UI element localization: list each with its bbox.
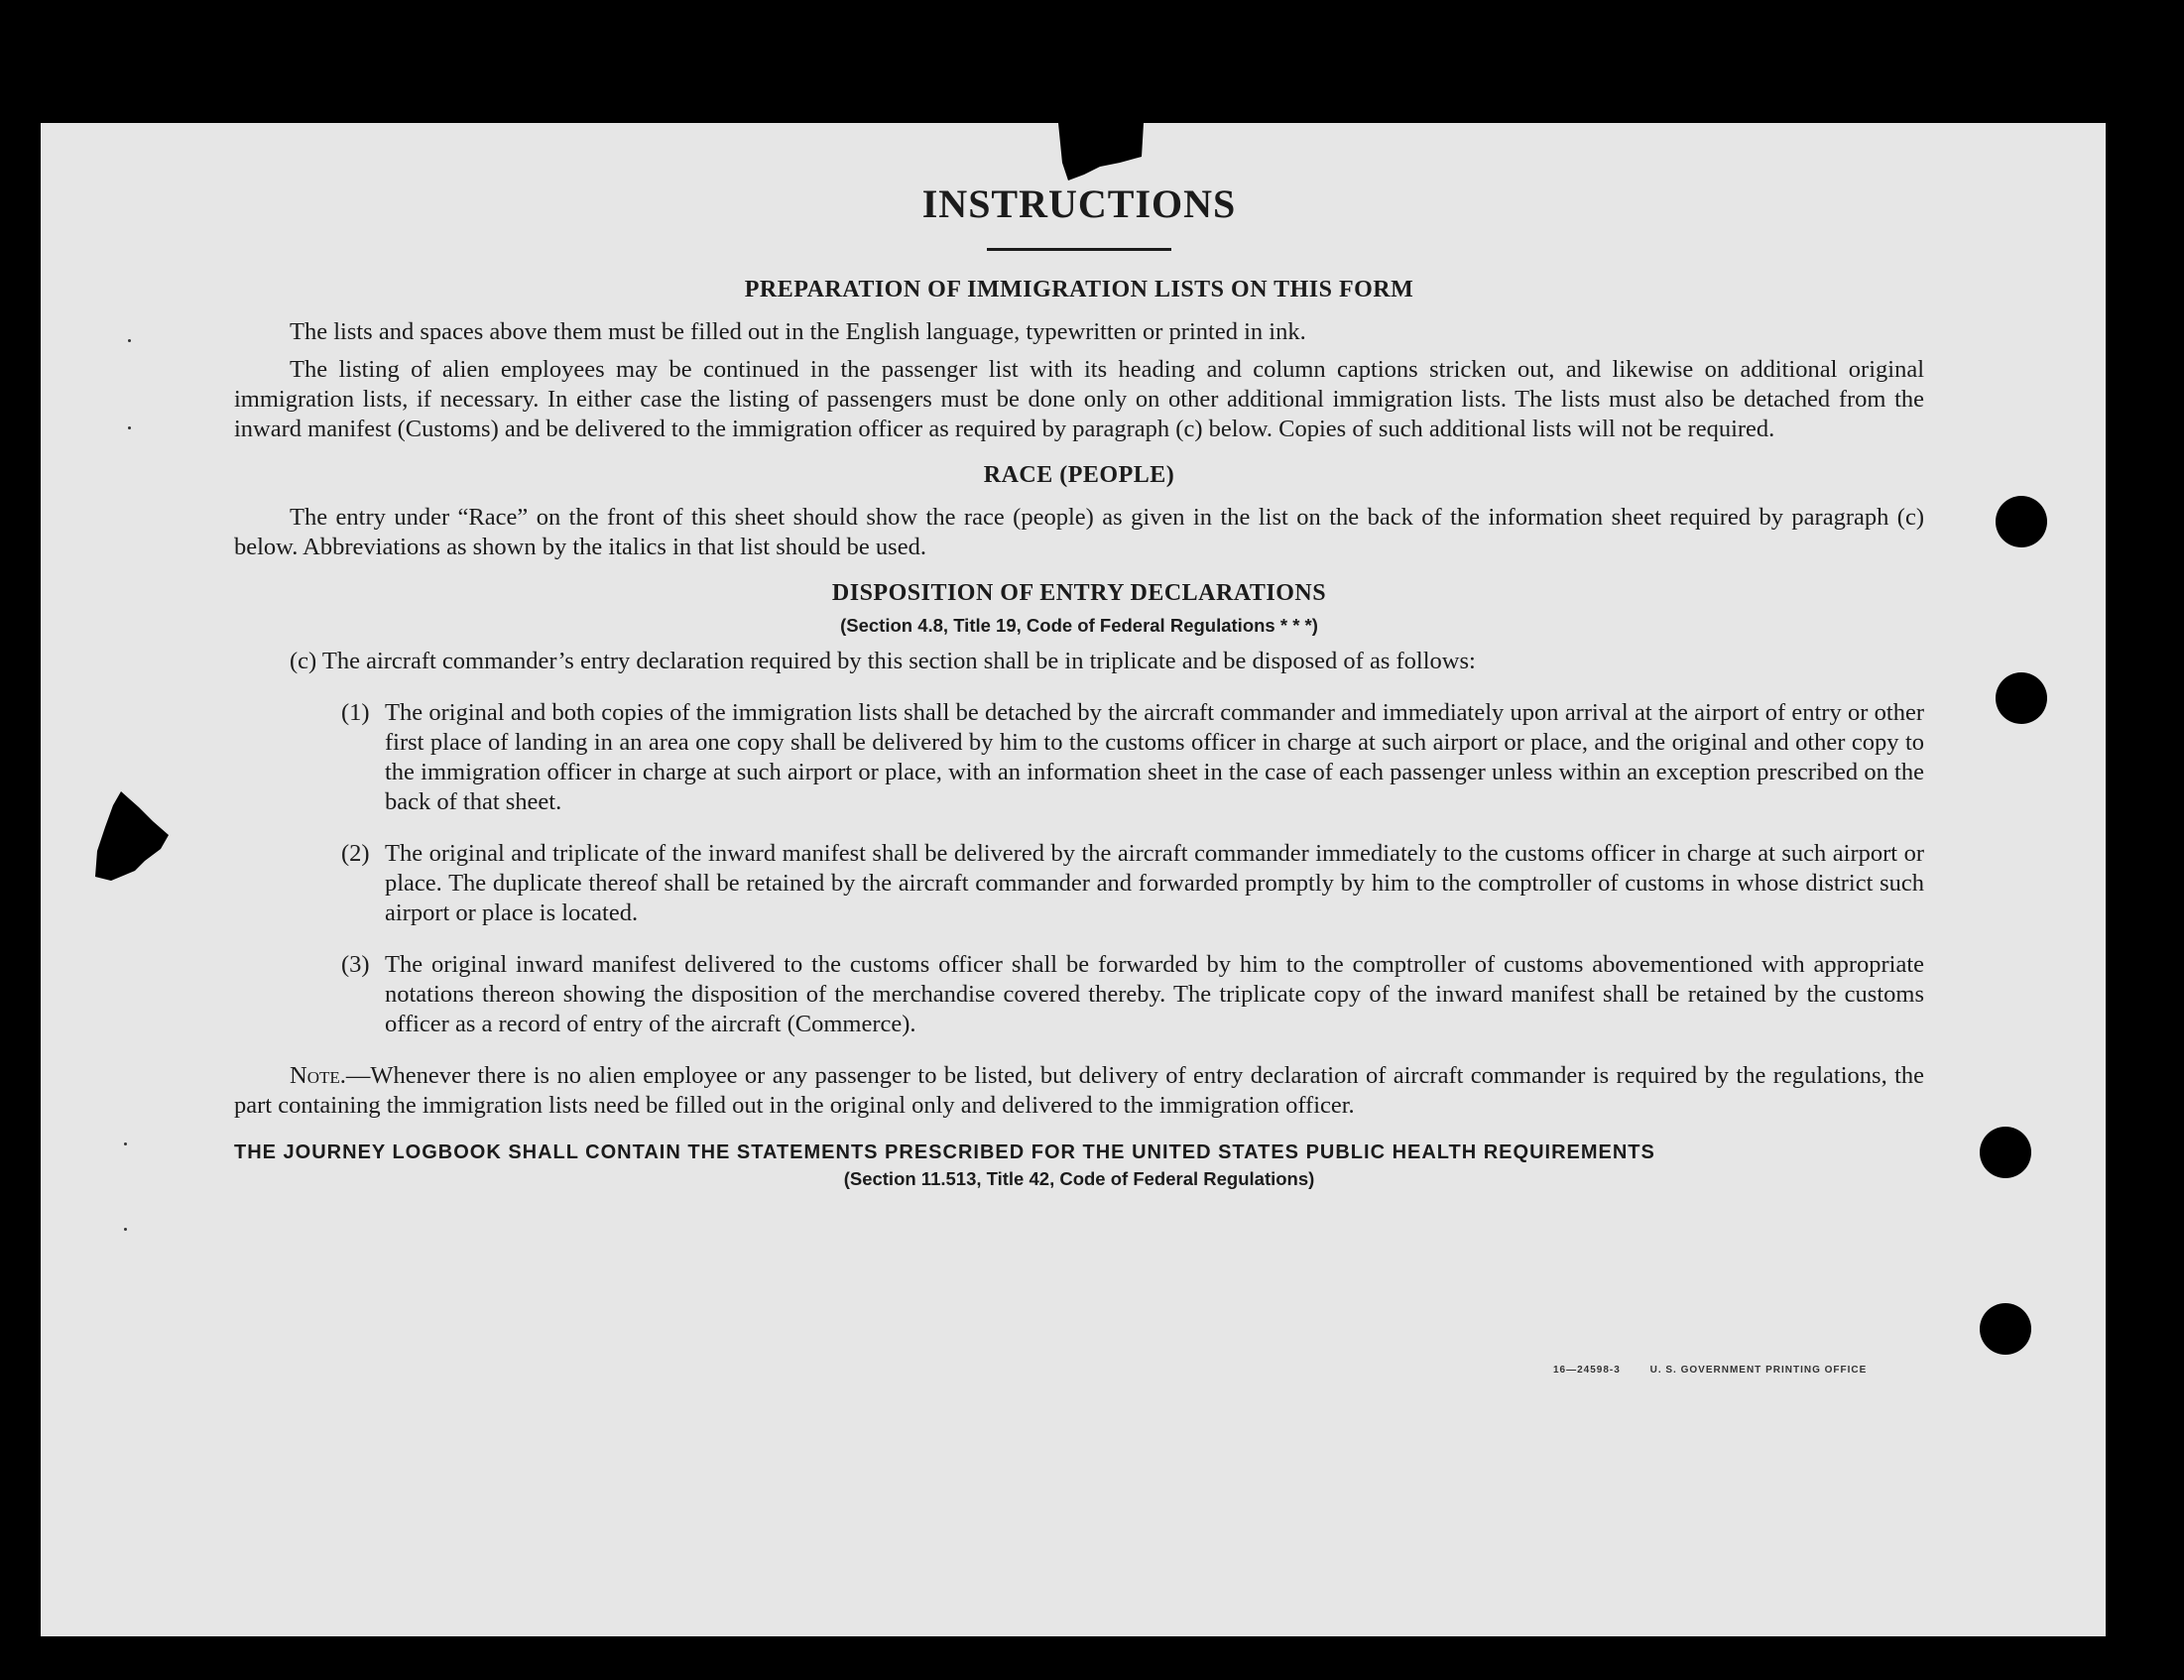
item-number: (3) — [341, 951, 370, 978]
punch-hole — [1996, 496, 2047, 547]
disposition-reference: (Section 4.8, Title 19, Code of Federal Regulations * * *) — [840, 615, 1318, 636]
torn-corner — [1054, 123, 1144, 182]
speck — [124, 1142, 127, 1145]
speck — [128, 426, 131, 429]
note-text: —Whenever there is no alien employee or any passenger to be listed, but delivery of entry declaration of aircraft commander is required by the regulations, the part containing the immigration lists need be filled out in the original only and delivered to the immigration officer. — [234, 1062, 1924, 1119]
list-item — [341, 839, 1924, 928]
preparation-paragraph-1: The lists and spaces above them must be filled out in the English language, typewritten or printed in ink. — [290, 318, 1306, 345]
list-item — [341, 950, 1924, 1039]
printer-name: U. S. GOVERNMENT PRINTING OFFICE — [1649, 1365, 1868, 1376]
note-label: Note. — [290, 1062, 346, 1089]
speck — [128, 339, 131, 342]
form-number: 16—24598-3 — [1553, 1365, 1621, 1376]
item-text: The original and both copies of the immigration lists shall be detached by the aircraft commander and immediately upon arrival at the airport of entry or other first place of landing in an area one copy shall be delivered by him to the customs officer in charge at such airport or place, and the original and other copy to the immigration officer in charge at such airport or place, with an information sheet in the case of each passenger unless within an exception prescribed on the back of that sheet. — [385, 699, 1924, 815]
item-number: (2) — [341, 840, 370, 867]
logbook-reference: (Section 11.513, Title 42, Code of Federal Regulations) — [843, 1168, 1315, 1189]
punch-hole — [1996, 672, 2047, 724]
punch-hole — [1980, 1127, 2031, 1178]
printer-imprint — [1553, 1365, 1892, 1376]
ink-blot — [91, 791, 175, 883]
item-text: The original and triplicate of the inward manifest shall be delivered by the aircraft commander immediately to the customs officer in charge at such airport or place. The duplicate thereof shall be retained by the aircraft commander and forwarded promptly by him to the comptroller of customs in whose district such airport or place is located. — [385, 840, 1924, 926]
disposition-clause-c: (c) The aircraft commander’s entry declaration required by this section shall be in triplicate and be disposed of as follows: — [290, 648, 1476, 674]
speck — [124, 1228, 127, 1231]
item-text: The original inward manifest delivered to the customs officer shall be forwarded by him to the comptroller of customs abovementioned with appropriate notations thereon showing the disposition of the merchandise covered thereby. The triplicate copy of the inward manifest shall be retained by the customs officer as a record of entry of the aircraft (Commerce). — [385, 951, 1924, 1037]
section-heading-race: RACE (PEOPLE) — [983, 462, 1175, 488]
preparation-paragraph-2: The listing of alien employees may be continued in the passenger list with its heading and column captions stricken out, and likewise on additional original immigration lists, if necessary. In either case the listing of passengers must be done only on other additional immigration lists. The lists must also be detached from the inward manifest (Customs) and be delivered to the immigration officer as required by paragraph (c) below. Copies of such additional lists will not be required. — [234, 356, 1924, 442]
logbook-statement: THE JOURNEY LOGBOOK SHALL CONTAIN THE STATEMENTS PRESCRIBED FOR THE UNITED STATES PUBLIC HEALTH REQUIREMENTS — [234, 1141, 1655, 1163]
instructions-content — [234, 180, 1924, 1200]
section-heading-preparation: PREPARATION OF IMMIGRATION LISTS ON THIS FORM — [744, 277, 1414, 302]
note-paragraph — [234, 1061, 1924, 1121]
item-number: (1) — [341, 699, 370, 726]
punch-hole — [1980, 1303, 2031, 1355]
title-underline — [987, 248, 1171, 251]
page-title: INSTRUCTIONS — [921, 181, 1237, 226]
section-heading-disposition: DISPOSITION OF ENTRY DECLARATIONS — [831, 580, 1327, 606]
race-paragraph: The entry under “Race” on the front of this sheet should show the race (people) as given in the list on the back of the information sheet required by paragraph (c) below. Abbreviations as shown by the italics in that list should be used. — [234, 504, 1924, 560]
list-item — [341, 698, 1924, 817]
